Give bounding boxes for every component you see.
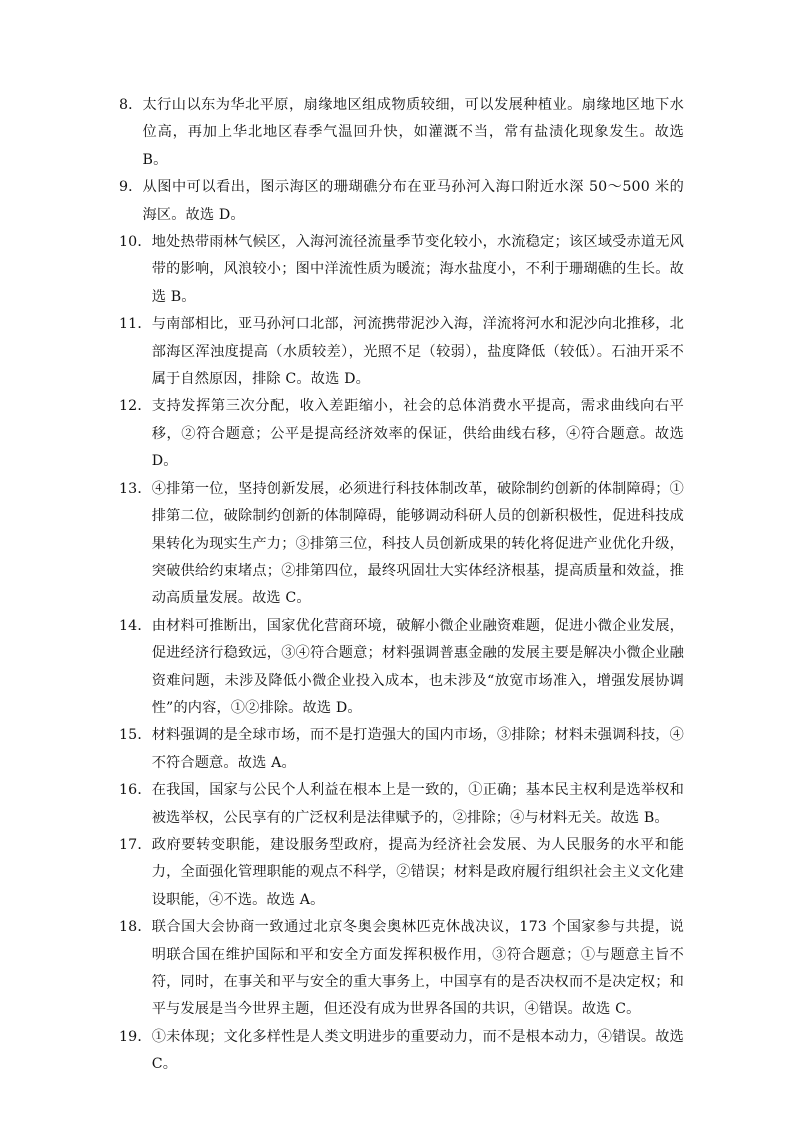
answer-item-9 <box>119 174 684 229</box>
answer-item-16 <box>119 777 684 832</box>
answer-number: 18． <box>119 919 152 936</box>
answer-item-11 <box>119 311 684 393</box>
answer-text: 从图中可以看出，图示海区的珊瑚礁分布在亚马孙河入海口附近水深 50～500 米的海区。故选 D。 <box>142 179 684 223</box>
answer-item-13 <box>119 476 684 613</box>
answer-number: 8． <box>119 97 143 113</box>
answer-text: 地处热带雨林气候区，入海河流径流量季节变化较小，水流稳定；该区域受赤道无风带的影响，风浪较小；图中洋流性质为暖流；海水盐度小，不利于珊瑚礁的生长。故选 B。 <box>151 234 684 305</box>
answer-number: 10． <box>119 234 152 251</box>
answer-number: 19． <box>119 1028 152 1045</box>
answer-text: 由材料可推断出，国家优化营商环境，破解小微企业融资难题，促进小微企业发展，促进经济行稳致远，③④符合题意；材料强调普惠金融的发展主要是解决小微企业融资难问题，未涉及降低小微企业投入成本，也未涉及“放宽市场准入，增强发展协调性”的内容，①②排除。故选 D。 <box>151 617 684 716</box>
answer-number: 15． <box>119 727 152 744</box>
answer-number: 14． <box>119 617 152 634</box>
answer-text: ④排第一位，坚持创新发展，必须进行科技体制改革，破除制约创新的体制障碍；①排第二位，破除制约创新的体制障碍，能够调动科研人员的创新积极性，促进科技成果转化为现实生产力；③排第三位，科技人员创新成果的转化将促进产业优化升级，突破供给约束堵点；②排第四位，最终巩固壮大实体经济根基，提高质量和效益，推动高质量发展。故选 C。 <box>151 480 684 607</box>
answer-text: 政府要转变职能，建设服务型政府，提高为经济社会发展、为人民服务的水平和能力，全面强化管理职能的观点不科学，②错误；材料是政府履行组织社会主义文化建设职能，④不选。故选 A。 <box>151 836 684 908</box>
answer-text: 联合国大会协商一致通过北京冬奥会奥林匹克休战决议，173 个国家参与共提，说明联合国在维护国际和平和安全方面发挥积极作用，③符合题意；①与题意主旨不符，同时，在事关和平与安全的重大事务上，中国享有的是否决权而不是决定权；和平与发展是当今世界主题，但还没有成为世界各国的共识，④错误。故选 C。 <box>151 919 684 1018</box>
answer-text: 太行山以东为华北平原，扇缘地区组成物质较细，可以发展种植业。扇缘地区地下水位高，再加上华北地区春季气温回升快，如灌溉不当，常有盐渍化现象发生。故选 B。 <box>142 97 684 168</box>
answer-text: 材料强调的是全球市场，而不是打造强大的国内市场，③排除；材料未强调科技，④不符合题意。故选 A。 <box>151 727 684 771</box>
answer-item-8 <box>119 92 684 174</box>
answer-item-15 <box>119 722 684 777</box>
answer-text: 支持发挥第三次分配，收入差距缩小，社会的总体消费水平提高，需求曲线向右平移，②符合题意；公平是提高经济效率的保证，供给曲线右移，④符合题意。故选 D。 <box>151 398 684 470</box>
answer-number: 17． <box>119 836 152 853</box>
answer-text: ①未体现；文化多样性是人类文明进步的重要动力，而不是根本动力，④错误。故选 C。 <box>151 1028 684 1073</box>
answer-item-19 <box>119 1024 684 1079</box>
answer-number: 12． <box>119 398 152 415</box>
answer-list <box>119 92 684 1079</box>
answer-item-17 <box>119 832 684 914</box>
answer-number: 13． <box>119 480 152 497</box>
answer-item-12 <box>119 393 684 475</box>
answer-item-14 <box>119 613 684 723</box>
answer-item-18 <box>119 914 684 1024</box>
answer-text: 与南部相比，亚马孙河口北部，河流携带泥沙入海，洋流将河水和泥沙向北推移，北部海区浑浊度提高（水质较差），光照不足（较弱），盐度降低（较低）。石油开采不属于自然原因，排除 C。故选 D。 <box>151 316 684 388</box>
answer-item-10 <box>119 229 684 311</box>
answer-number: 11． <box>119 316 152 333</box>
answer-text: 在我国，国家与公民个人利益在根本上是一致的，①正确；基本民主权利是选举权和被选举权，公民享有的广泛权利是法律赋予的，②排除；④与材料无关。故选 B。 <box>151 782 684 826</box>
answer-number: 16． <box>119 782 152 799</box>
answer-number: 9． <box>119 179 143 196</box>
